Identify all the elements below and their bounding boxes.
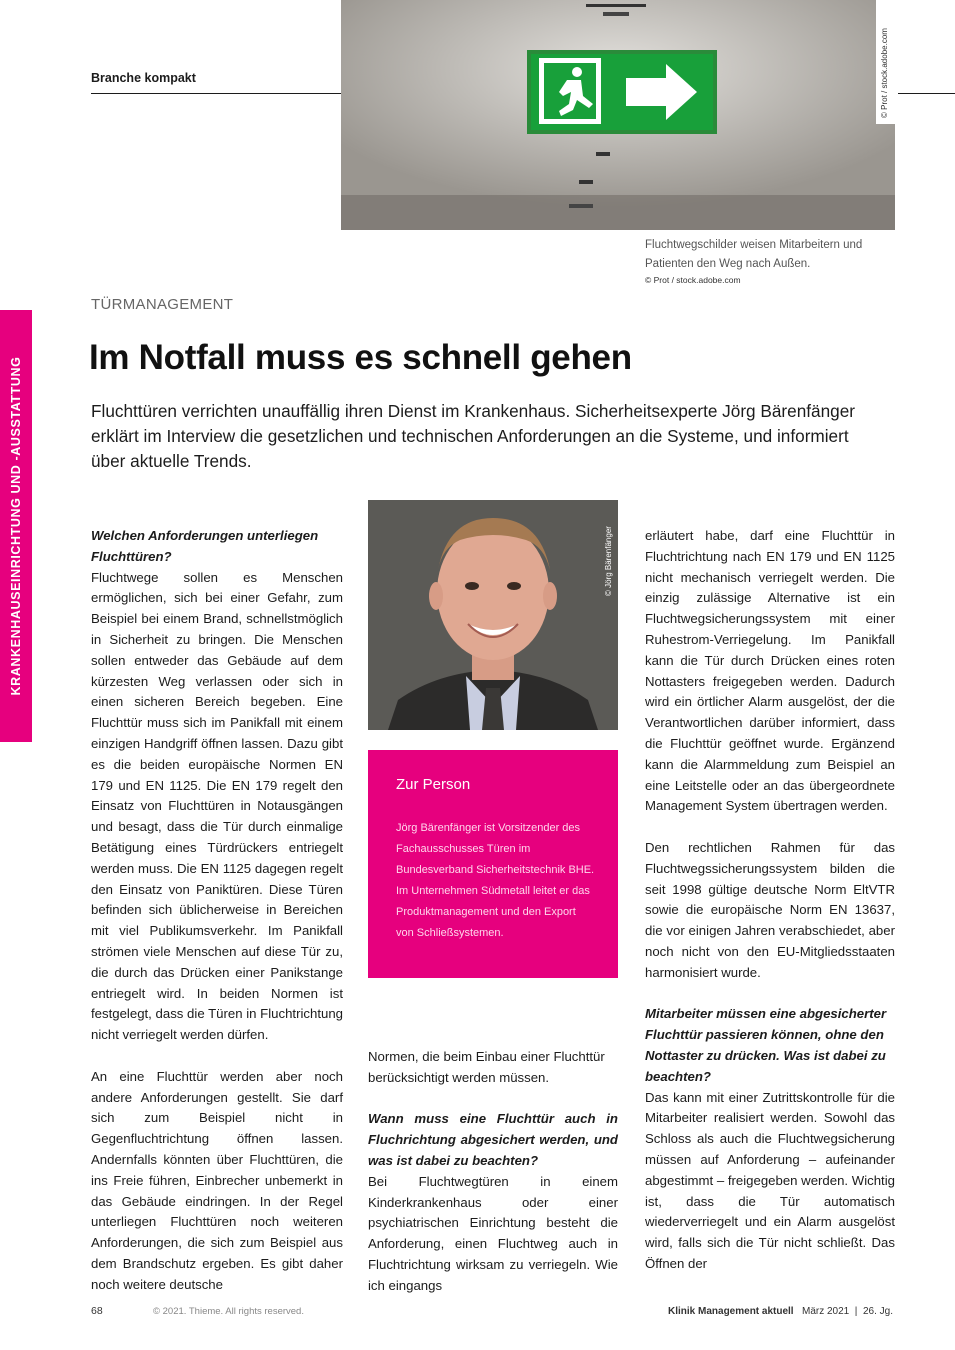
portrait-image: [368, 500, 618, 730]
photo-caption: Fluchtwegschilder weisen Mitarbeitern und Patienten den Weg nach Außen.: [645, 239, 863, 270]
interview-question: Wann muss eine Fluchttür auch in Fluchrichtung abgesichert werden, und was ist dabei zu beachten?: [368, 1111, 618, 1168]
bio-text: Jörg Bärenfänger ist Vorsitzender des Fachausschusses Türen im Bundesverband Sicherheitstechnik BHE. Im Unternehmen Südmetall leitet er das Produktmanagement und den Export von Schließsystemen.: [396, 822, 595, 939]
copyright: © 2021. Thieme. All rights reserved.: [153, 1306, 304, 1317]
issue-info: März 2021 | 26. Jg.: [802, 1306, 893, 1317]
hero-credit: © Prot / stock.adobe.com: [880, 28, 889, 118]
portrait-photo: [368, 500, 618, 730]
side-tab-label: KRANKENHAUSEINRICHTUNG UND -AUSSTATTUNG: [9, 356, 23, 696]
kicker: TÜRMANAGEMENT: [91, 296, 234, 313]
section-label: Branche kompakt: [91, 71, 196, 85]
hero-photo: [341, 0, 895, 230]
article-paragraph: Das kann mit einer Zutrittskontrolle für die Mitarbeiter realisiert werden. Sowohl das Schloss als auch die Fluchtwegsicherung müssen auf Anforderung – aufeinander abgestimmt – freigegeben werden. Wichtig ist, dass die Tür automatisch wiederverriegelt und ein Alarm ausgelöst wird, falls sich die Tür nicht schließt. Das Öffnen der: [645, 1089, 895, 1271]
exit-sign-photo: [341, 0, 895, 230]
article-paragraph: erläutert habe, darf eine Fluchttür in Fluchtrichtung nach EN 179 und EN 1125 nicht mechanisch verriegelt werden. Die einzig zulässige Alternative ist ein Fluchtwegsicherungssystem mit einer Ruhestrom-Verriegelung. Im Panikfall kann die Tür durch Drücken eines roten Nottasters freigegeben werden. Dadurch wird ein örtlicher Alarm ausgelöst, der die Verantwortlichen darüber informiert, dass die Fluchttür geöffnet wurde. Ergänzend kann die Alarmmeldung zum Beispiel an eine Leitstelle oder an das übergeordnete Management System übertragen werden.: [645, 528, 895, 814]
page-number: 68: [91, 1305, 103, 1317]
article-paragraph: Den rechtlichen Rahmen für das Fluchtwegssicherungssystem bilden die seit 1998 gültige deutsche Norm EltVTR sowie die europäische Norm EN 13637, die vor einigen Jahren verabschiedet, aber noch nicht von den EU-Mitgliedsstaaten harmonisiert wurde.: [645, 839, 895, 980]
lead-paragraph: Fluchttüren verrichten unauffällig ihren Dienst im Krankenhaus. Sicherheitsexperte Jörg Bärenfänger erklärt im Interview die gesetzlichen und technischen Anforderungen an die Systeme, und informiert über aktuelle Trends.: [91, 401, 855, 471]
photo-caption-credit: © Prot / stock.adobe.com: [645, 275, 741, 285]
header-rule-right: [898, 93, 955, 94]
article-column-3: [645, 526, 895, 1275]
article-paragraph: Fluchtwege sollen es Menschen ermöglichen, sich bei einer Gefahr, zum Beispiel bei einem Brand, schnellstmöglich in Sicherheit zu bringen. Die Menschen sollen entweder das Gebäude auf dem kürzesten Weg verlassen oder sich in einen sicheren Bereich begeben. Eine Fluchttür muss sich im Panikfall mit einem einzigen Handgriff öffnen lassen. Dazu gibt es die beiden europäische Normen EN 179 und EN 1125. Die EN 179 regelt den Einsatz von Fluchttüren in Notausgängen und besagt, dass die Tür durch einmalige Betätigung eines Türdrückers entriegelt werden muss. Die EN 1125 dagegen regelt den Einsatz von Paniktüren. Diese Türen befinden sich üblicherweise in Bereichen mit viel Publikumsverkehr. Im Panikfall strömen viele Menschen auf diese Tür zu, die durch das Drücken einer Panikstange entriegelt wird. In beiden Normen ist festgelegt, dass die Türen in Fluchtrichtung nicht verriegelt werden dürfen.: [91, 569, 343, 1043]
article-column-2: [368, 1047, 618, 1297]
page-title: Im Notfall muss es schnell gehen: [89, 338, 632, 377]
journal-name: Klinik Management aktuell: [668, 1306, 794, 1317]
interview-question: Mitarbeiter müssen eine abgesicherter Fluchttür passieren können, ohne den Nottaster zu drücken. Was ist dabei zu beachten?: [645, 1006, 887, 1084]
header-rule: [91, 93, 341, 94]
article-paragraph: Bei Fluchtwegtüren in einem Kinderkrankenhaus oder einer psychiatrischen Einrichtung besteht die Anforderung, einen Fluchtweg auch in Fluchtrichtung wirksam zu verriegeln. Wie ich eingangs: [368, 1173, 618, 1293]
article-paragraph: An eine Fluchttür werden aber noch andere Anforderungen gestellt. Sie darf sich zum Beispiel nicht in Gegenfluchtrichtung öffnen lassen. Andernfalls könnten über Fluchttüren, die ins Freie führen, Einbrecher unbemerkt in das Gebäude eindringen. In der Regel unterliegen Fluchttüren noch weiteren Anforderungen, die sich zum Beispiel aus dem Brandschutz ergeben. Es gibt daher noch weitere deutsche: [91, 1068, 343, 1292]
bio-title: Zur Person: [396, 776, 471, 793]
article-paragraph: Normen, die beim Einbau einer Fluchttür berücksichtigt werden müssen.: [368, 1049, 605, 1085]
article-column-1: [91, 526, 343, 1295]
interview-question: Welchen Anforderungen unterliegen Fluchttüren?: [91, 528, 319, 564]
bio-box: [368, 750, 618, 978]
portrait-credit: © Jörg Bärenfänger: [604, 526, 613, 596]
